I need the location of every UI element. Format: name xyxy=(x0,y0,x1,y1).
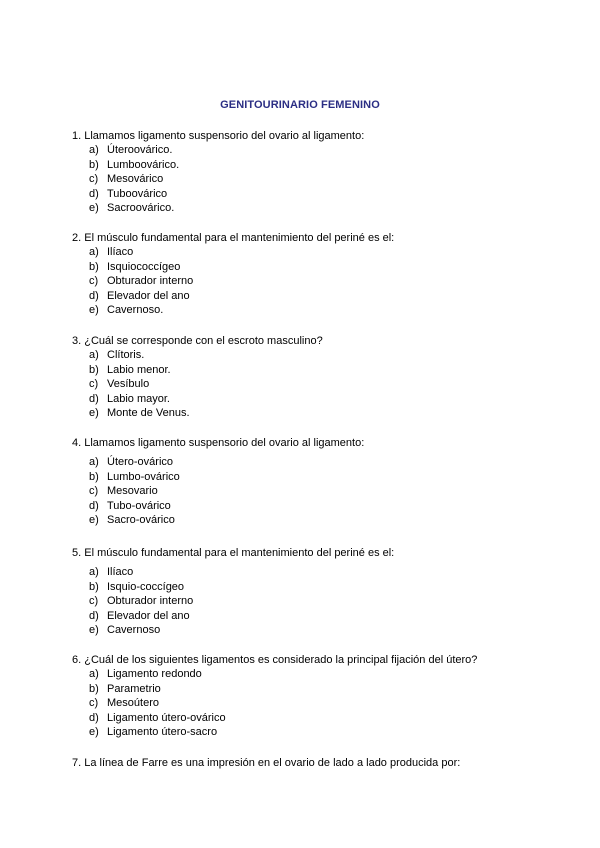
option-letter: b) xyxy=(89,470,99,483)
option-letter: d) xyxy=(89,609,99,622)
option-item xyxy=(72,172,572,187)
option-letter: c) xyxy=(89,378,99,391)
option-item xyxy=(72,201,572,216)
option-letter: b) xyxy=(89,363,99,376)
question-text: 3. ¿Cuál se corresponde con el escroto masculino? xyxy=(72,335,323,347)
option-text: Ilíaco xyxy=(107,246,134,258)
option-text: Isquio-coccígeo xyxy=(107,580,185,593)
option-item xyxy=(72,348,572,363)
option-item xyxy=(72,499,572,514)
option-letter: a) xyxy=(89,456,99,468)
question-3 xyxy=(72,334,572,421)
option-item xyxy=(72,609,572,624)
option-text: Clítoris. xyxy=(107,349,145,361)
option-letter: e) xyxy=(89,407,99,420)
question-text: 7. La línea de Farre es una impresión en el ovario de lado a lado producida por: xyxy=(72,757,461,769)
question-7 xyxy=(72,756,572,770)
option-text: Monte de Venus. xyxy=(107,407,190,420)
option-item xyxy=(72,594,572,609)
option-item xyxy=(72,363,572,378)
option-item xyxy=(72,274,572,289)
option-letter: e) xyxy=(89,624,99,637)
option-item xyxy=(72,455,572,470)
option-text: Labio menor. xyxy=(107,363,171,376)
option-letter: c) xyxy=(89,697,99,710)
option-text: Ilíaco xyxy=(107,566,134,578)
option-text: Tuboovárico xyxy=(107,187,168,200)
option-item xyxy=(72,245,572,260)
option-item xyxy=(72,513,572,528)
option-item xyxy=(72,260,572,275)
option-list xyxy=(72,565,572,638)
option-item xyxy=(72,143,572,158)
question-1 xyxy=(72,129,572,216)
option-text: Labio mayor. xyxy=(107,392,170,405)
option-text: Ligamento útero-ovárico xyxy=(107,711,226,724)
option-item xyxy=(72,484,572,499)
option-letter: e) xyxy=(89,726,99,739)
option-letter: c) xyxy=(89,173,99,186)
option-letter: b) xyxy=(89,580,99,593)
option-list xyxy=(72,245,572,318)
option-letter: a) xyxy=(89,246,99,258)
option-letter: c) xyxy=(89,485,99,498)
option-text: Elevador del ano xyxy=(107,289,190,302)
option-list xyxy=(72,143,572,216)
question-text: 1. Llamamos ligamento suspensorio del ovario al ligamento: xyxy=(72,130,365,142)
option-letter: e) xyxy=(89,202,99,215)
option-letter: b) xyxy=(89,260,99,273)
option-item xyxy=(72,565,572,580)
option-text: Elevador del ano xyxy=(107,609,190,622)
question-6 xyxy=(72,653,572,740)
option-item xyxy=(72,667,572,682)
question-text: 5. El músculo fundamental para el mantenimiento del periné es el: xyxy=(72,547,395,559)
option-letter: a) xyxy=(89,668,99,680)
option-text: Mesovario xyxy=(107,485,158,498)
option-letter: b) xyxy=(89,682,99,695)
question-2 xyxy=(72,231,572,318)
question-text: 2. El músculo fundamental para el mantenimiento del periné es el: xyxy=(72,232,395,244)
option-text: Sacroovárico. xyxy=(107,202,175,215)
option-item xyxy=(72,406,572,421)
option-item xyxy=(72,377,572,392)
option-item xyxy=(72,392,572,407)
option-list xyxy=(72,455,572,528)
option-text: Útero-ovárico xyxy=(107,456,174,468)
option-text: Cavernoso xyxy=(107,624,161,637)
option-letter: a) xyxy=(89,566,99,578)
option-text: Cavernoso. xyxy=(107,304,164,317)
option-letter: d) xyxy=(89,289,99,302)
option-letter: e) xyxy=(89,304,99,317)
option-text: Sacro-ovárico xyxy=(107,514,175,527)
question-text: 4. Llamamos ligamento suspensorio del ovario al ligamento: xyxy=(72,437,365,449)
option-text: Parametrio xyxy=(107,682,161,695)
option-letter: b) xyxy=(89,158,99,171)
option-item xyxy=(72,711,572,726)
option-item xyxy=(72,187,572,202)
option-letter: a) xyxy=(89,144,99,156)
option-item xyxy=(72,682,572,697)
option-text: Lumbo-ovárico xyxy=(107,470,180,483)
option-list xyxy=(72,667,572,740)
option-item xyxy=(72,289,572,304)
option-text: Ligamento redondo xyxy=(107,668,202,680)
option-text: Isquiococcígeo xyxy=(107,260,181,273)
option-letter: d) xyxy=(89,711,99,724)
option-text: Ligamento útero-sacro xyxy=(107,726,218,739)
option-text: Mesoútero xyxy=(107,697,159,710)
question-4 xyxy=(72,436,572,528)
option-item xyxy=(72,158,572,173)
option-letter: c) xyxy=(89,275,99,288)
option-letter: e) xyxy=(89,514,99,527)
option-text: Lumboovárico. xyxy=(107,158,180,171)
option-list xyxy=(72,348,572,421)
option-letter: c) xyxy=(89,595,99,608)
option-item xyxy=(72,303,572,318)
option-text: Vesíbulo xyxy=(107,378,150,391)
option-item xyxy=(72,725,572,740)
option-text: Obturador interno xyxy=(107,595,194,608)
option-letter: d) xyxy=(89,187,99,200)
question-text: 6. ¿Cuál de los siguientes ligamentos es considerado la principal fijación del útero? xyxy=(72,654,478,666)
option-text: Obturador interno xyxy=(107,275,194,288)
option-item xyxy=(72,470,572,485)
option-letter: d) xyxy=(89,499,99,512)
option-letter: d) xyxy=(89,392,99,405)
option-item xyxy=(72,623,572,638)
option-text: Úteroovárico. xyxy=(107,144,173,156)
option-item xyxy=(72,580,572,595)
option-letter: a) xyxy=(89,349,99,361)
option-text: Mesovárico xyxy=(107,173,164,186)
document-title: GENITOURINARIO FEMENINO xyxy=(220,99,380,111)
option-item xyxy=(72,696,572,711)
option-text: Tubo-ovárico xyxy=(107,499,171,512)
question-5 xyxy=(72,546,572,638)
